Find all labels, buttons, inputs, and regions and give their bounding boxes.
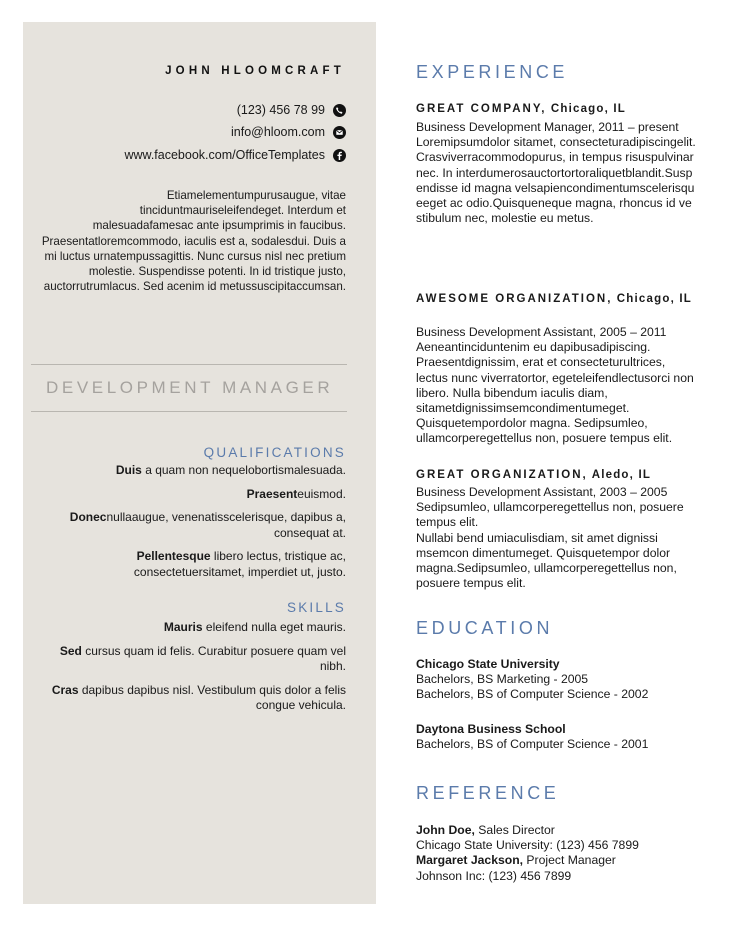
school-name: Chicago State University	[416, 657, 560, 671]
degree-line: Bachelors, BS Marketing - 2005	[416, 672, 589, 687]
reference-name: Margaret Jackson, Project Manager	[416, 853, 616, 868]
experience-heading: EXPERIENCE	[416, 62, 569, 82]
candidate-name: JOHN HLOOMCRAFT	[165, 65, 345, 77]
job-heading: GREAT ORGANIZATION, Aledo, IL	[416, 469, 652, 481]
email-icon	[333, 126, 346, 139]
education-block	[416, 657, 696, 752]
job-description: Sedipsumleo, ullamcorperegettellus non, posuere tempus elit.	[416, 500, 684, 530]
reference-contact: Chicago State University: (123) 456 7899	[416, 838, 639, 853]
job-block	[416, 325, 696, 447]
phone-text: (123) 456 78 99	[236, 103, 325, 117]
job-block	[416, 120, 696, 226]
skills-list	[40, 620, 346, 722]
job-title: Business Development Assistant, 2003 – 2005	[416, 485, 668, 499]
list-item: Mauris eleifend nulla eget mauris.	[163, 620, 346, 634]
email-row	[231, 125, 346, 139]
list-item: Sed cursus quam id felis. Curabitur posuere quam vel nibh.	[59, 643, 346, 673]
job-title: Business Development Assistant, 2005 – 2011	[416, 325, 667, 339]
divider	[31, 364, 347, 365]
job-description: Nullabi bend umiaculisdiam, sit amet dignissi msemcon dimentumeget. Quisquetempor dolor magna.Sedipsumleo, ullamcorperegettellus non, posuere tempus elit.	[416, 530, 677, 591]
job-heading: GREAT COMPANY, Chicago, IL	[416, 103, 627, 115]
reference-heading: REFERENCE	[416, 783, 560, 803]
list-item: Donecnullaaugue, venenatisscelerisque, dapibus a, consequat at.	[69, 510, 346, 540]
education-heading: EDUCATION	[416, 618, 554, 638]
reference-name: John Doe, Sales Director	[416, 823, 555, 837]
qualifications-list	[40, 463, 346, 588]
job-title: Business Development Manager, 2011 – present	[416, 120, 679, 134]
job-block	[416, 485, 696, 591]
list-item: Pellentesque libero lectus, tristique ac, consectetuersitamet, imperdiet ut, justo.	[133, 549, 346, 579]
school-name: Daytona Business School	[416, 721, 566, 736]
phone-icon	[333, 104, 346, 117]
qualifications-heading: QUALIFICATIONS	[203, 445, 346, 460]
reference-contact: Johnson Inc: (123) 456 7899	[416, 868, 572, 883]
job-description: Loremipsumdolor sitamet, consecteturadipiscingelit. Crasviverracommodopurus, in tempus risuspulvinarnec. In interdumerosauctortortoraliquetblandit.Suspendisse id magna velsapiencondimentumscelerisqueeget ac odio.Quisqueneque magna, rhoncus id vestibulum nec, molestie eu metus.	[416, 135, 696, 226]
facebook-icon	[333, 149, 346, 162]
job-heading: AWESOME ORGANIZATION, Chicago, IL	[416, 293, 692, 305]
job-description: Aeneantinciduntenim eu dapibusadipiscing. Praesentdignissim, erat et consecteturultrices, lectus nunc viverratortor, egeteleifendlectusorci non libero. Nulla bibendum iaculis diam, sitametdignissimsemcondimentumeget. Quisquetempordolor magna. Sedipsumleo, ullamcorperegettellus non, posuere tempus elit.	[416, 340, 694, 446]
role-title: DEVELOPMENT MANAGER	[46, 378, 334, 397]
phone-row	[237, 103, 346, 117]
degree-line: Bachelors, BS of Computer Science - 2002	[416, 687, 649, 702]
reference-block	[416, 823, 696, 884]
degree-line: Bachelors, BS of Computer Science - 2001	[416, 736, 649, 751]
website-text[interactable]: www.facebook.com/OfficeTemplates	[124, 148, 325, 162]
list-item: Cras dapibus dapibus nisl. Vestibulum quis dolor a felis congue vehicula.	[51, 682, 346, 712]
website-row	[124, 148, 346, 162]
list-item: Duis a quam non nequelobortismalesuada.	[115, 463, 346, 477]
list-item: Praesenteuismod.	[246, 486, 346, 501]
profile-summary: Etiamelementumpurusaugue, vitae tinciduntmauriseleifendeget. Interdum et malesuadafamesac ante ipsumprimis in faucibus. Praesentatloremcommodo, iaculis est a, sodalesdui. Duis a mi luctus urnatempussagittis. Nunc cursus nisl nec pretium molestie. Suspendisse potenti. In id tristique justo, auctorrutrumlacus. Sed acenim id metussuscipitaccumsan.	[41, 189, 346, 294]
skills-heading: SKILLS	[287, 600, 346, 615]
divider	[31, 411, 347, 412]
email-text[interactable]: info@hloom.com	[231, 125, 325, 139]
